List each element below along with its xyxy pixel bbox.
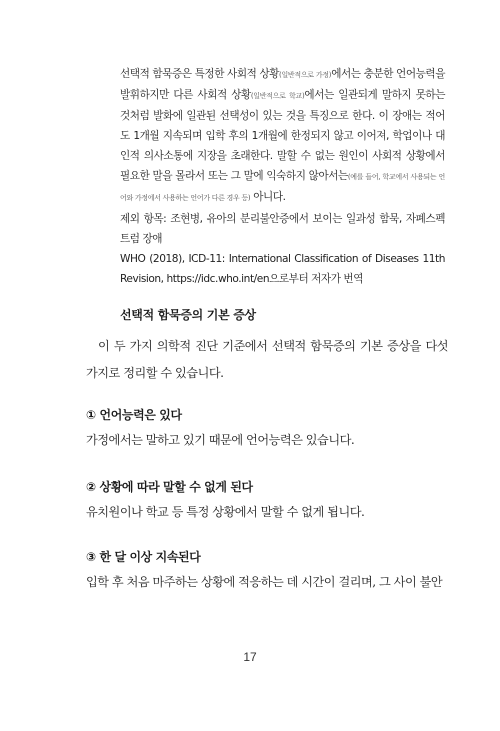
- item-title-2: ② 상황에 따라 말할 수 없게 된다: [86, 480, 253, 494]
- quote-text: 아니다.: [250, 191, 286, 203]
- item-title-1: ① 언어능력은 있다: [86, 408, 182, 422]
- icd-quote-block: [120, 64, 445, 289]
- section-title: 선택적 함묵증의 기본 증상: [120, 308, 256, 322]
- quote-text: 선택적 함묵증은 특정한 사회적 상황: [120, 68, 280, 80]
- quote-note: (예를 들어, 학교에서 사용되는 언어와 가정에서 사용하는 언어가 다른 경우 등): [120, 173, 445, 202]
- quote-definition: [120, 64, 445, 208]
- item-text-2: 유치원이나 학교 등 특정 상황에서 말할 수 없게 됩니다.: [86, 505, 365, 519]
- quote-source: WHO (2018), ICD-11: International Classification of Diseases 11th Revision, https://idc.who.int/en으로부터 저자가 번역: [120, 253, 445, 285]
- quote-note: (일반적으로 학교): [250, 92, 305, 100]
- quote-note: (일반적으로 가정): [279, 71, 332, 79]
- page-number: 17: [243, 650, 257, 664]
- item-text-1: 가정에서는 말하고 있기 때문에 언어능력은 있습니다.: [86, 433, 355, 447]
- quote-text: 에서는 충분한 언어능력을 발휘하지만 다른 사회적 상황: [120, 68, 445, 101]
- quote-text: 에서는 일관되게 말하지 못하는 것처럼 발화에 일관된 선택성이 있는 것을 특징으로 한다. 이 장애는 적어도 1개월 지속되며 입학 후의 1개월에 한정되지 않고 이어져, 학업이나 대인적 의사소통에 지장을 초래한다. 말할 수 없는 원인이 사회적 상황에서 필요한 말을 몰라서 또는 그 말에 익숙하지 않아서는: [120, 89, 445, 182]
- quote-exclusion: 제외 항목: 조현병, 유아의 분리불안증에서 보이는 일과성 함묵, 자폐스펙트럼 장애: [120, 213, 445, 245]
- item-text-3: 입학 후 처음 마주하는 상황에 적응하는 데 시간이 걸리며, 그 사이 불안: [86, 575, 443, 589]
- item-title-3: ③ 한 달 이상 지속된다: [86, 550, 201, 564]
- intro-paragraph: 이 두 가지 의학적 진단 기준에서 선택적 함묵증의 기본 증상을 다섯 가지로 정리할 수 있습니다.: [86, 339, 448, 380]
